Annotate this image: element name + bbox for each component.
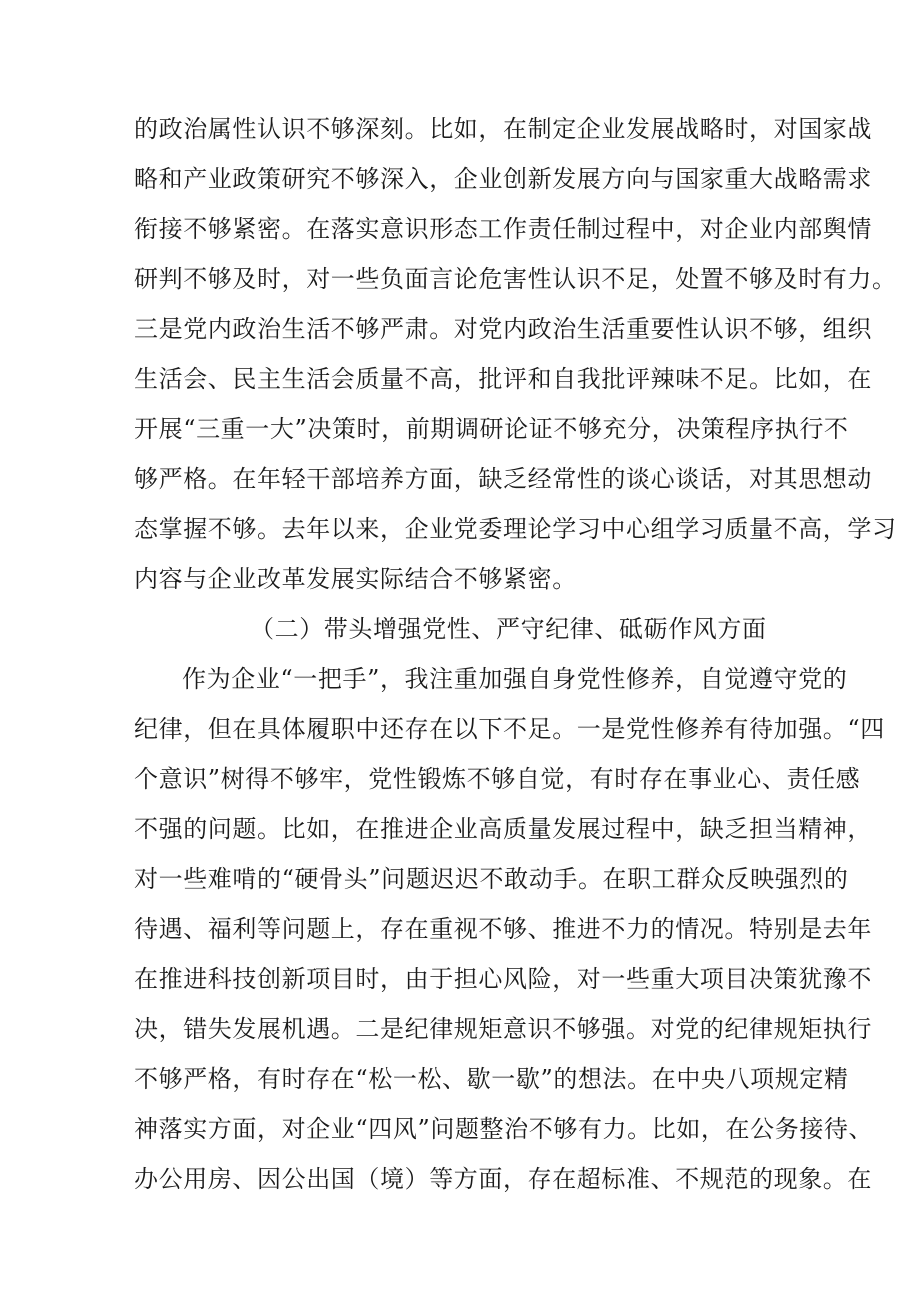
paragraph-line: 态掌握不够。去年以来，企业党委理论学习中心组学习质量不高，学习: [134, 515, 897, 543]
paragraph-line: 三是党内政治生活不够严肃。对党内政治生活重要性认识不够，组织: [134, 315, 872, 343]
paragraph-line: 神落实方面，对企业“四风”问题整治不够有力。比如，在公务接待、: [134, 1115, 874, 1143]
paragraph-line: 开展“三重一大”决策时，前期调研论证不够充分，决策程序执行不: [134, 415, 849, 443]
paragraph-line: 纪律，但在具体履职中还存在以下不足。一是党性修养有待加强。“四: [134, 715, 885, 743]
paragraph-line: 在推进科技创新项目时，由于担心风险，对一些重大项目决策犹豫不: [134, 965, 872, 993]
paragraph-line: 作为企业“一把手”，我注重加强自身党性修养，自觉遵守党的: [182, 665, 848, 693]
paragraph-line: 待遇、福利等问题上，存在重视不够、推进不力的情况。特别是去年: [134, 915, 872, 943]
paragraph-line: 个意识”树得不够牢，党性锻炼不够自觉，有时存在事业心、责任感: [134, 765, 861, 793]
paragraph-line: 生活会、民主生活会质量不高，批评和自我批评辣味不足。比如，在: [134, 365, 872, 393]
paragraph-line: 衔接不够紧密。在落实意识形态工作责任制过程中，对企业内部舆情: [134, 215, 872, 243]
paragraph-line: 的政治属性认识不够深刻。比如，在制定企业发展战略时，对国家战: [134, 115, 872, 143]
paragraph-line: 略和产业政策研究不够深入，企业创新发展方向与国家重大战略需求: [134, 165, 872, 193]
paragraph-line: 办公用房、因公出国（境）等方面，存在超标准、不规范的现象。在: [134, 1165, 872, 1193]
paragraph-line: 内容与企业改革发展实际结合不够紧密。: [134, 565, 577, 593]
paragraph-line: 够严格。在年轻干部培养方面，缺乏经常性的谈心谈话，对其思想动: [134, 465, 872, 493]
paragraph-line: 对一些难啃的“硬骨头”问题迟迟不敢动手。在职工群众反映强烈的: [134, 865, 849, 893]
paragraph-line: 不够严格，有时存在“松一松、歇一歇”的想法。在中央八项规定精: [134, 1065, 849, 1093]
paragraph-line: 决，错失发展机遇。二是纪律规矩意识不够强。对党的纪律规矩执行: [134, 1015, 872, 1043]
paragraph-line: 不强的问题。比如，在推进企业高质量发展过程中，缺乏担当精神，: [134, 815, 872, 843]
section-heading: （二）带头增强党性、严守纪律、砥砺作风方面: [250, 615, 767, 643]
paragraph-line: 研判不够及时，对一些负面言论危害性认识不足，处置不够及时有力。: [134, 265, 897, 293]
